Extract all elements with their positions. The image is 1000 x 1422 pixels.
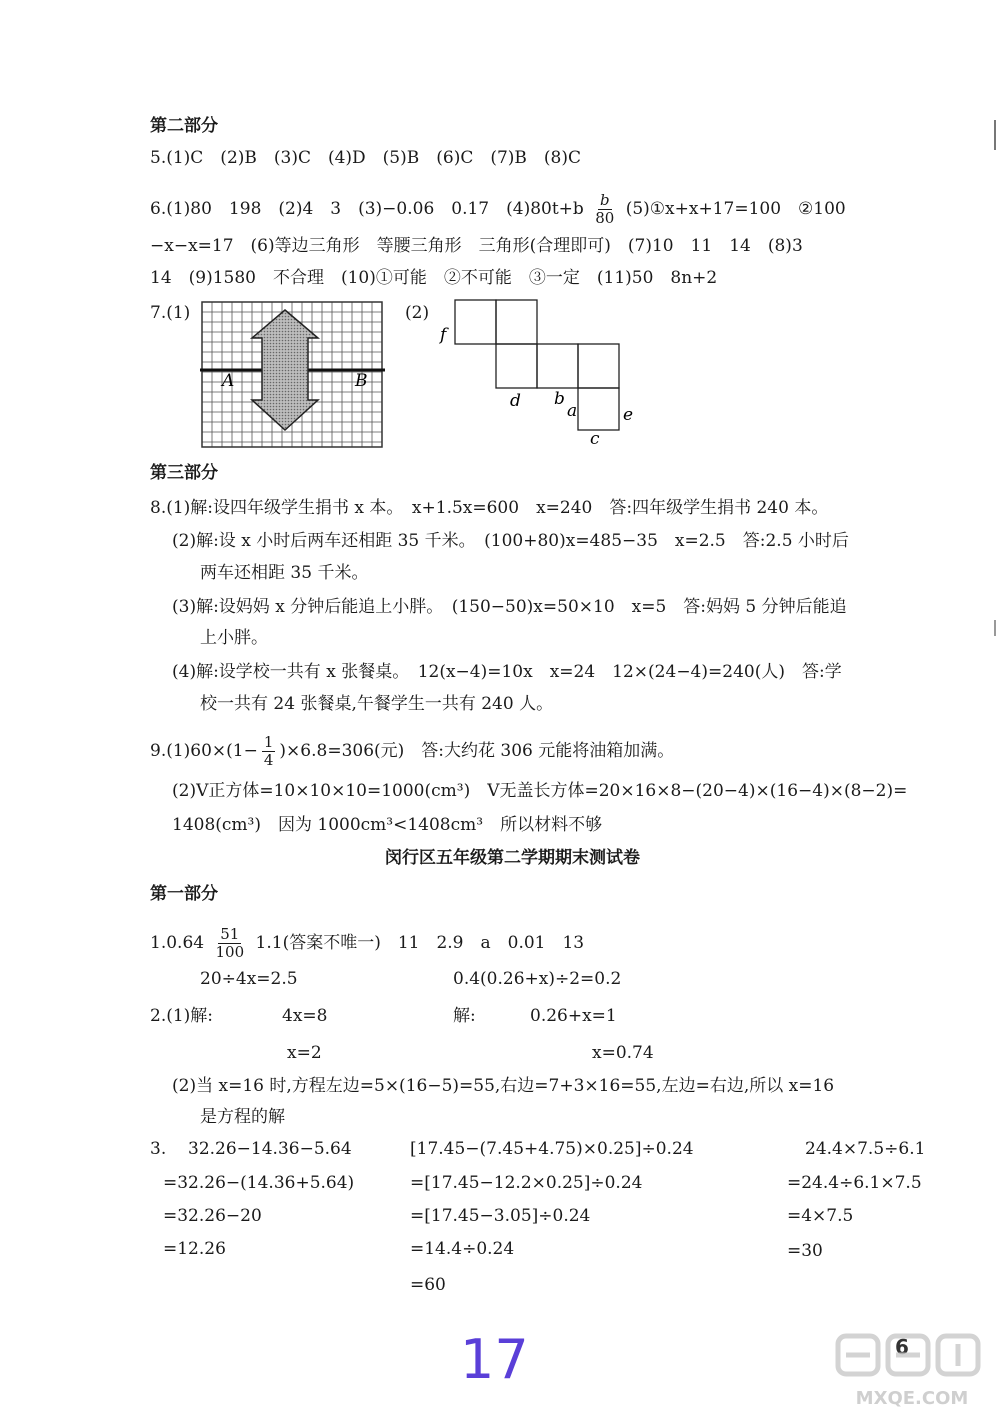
q1-frac-den: 100 xyxy=(215,943,245,961)
q9-1-pre: 9.(1)60×(1− xyxy=(150,741,258,761)
q8-4-line2: 校一共有 24 张餐桌,午餐学生一共有 240 人。 xyxy=(200,694,554,714)
q9-1-fraction xyxy=(262,734,276,769)
q3-col3-step3: =4×7.5 xyxy=(787,1206,854,1226)
label-e: e xyxy=(623,405,634,425)
label-a: a xyxy=(567,401,578,421)
net-square-4 xyxy=(537,344,578,388)
label-b: b xyxy=(554,389,565,409)
q8-2-line1: (2)解:设 x 小时后两车还相距 35 千米。 (100+80)x=485−35 x=2.5 答:2.5 小时后 xyxy=(172,531,849,551)
label-f: f xyxy=(440,325,447,345)
q3-col3-step4: =30 xyxy=(787,1241,823,1261)
q3-col1-step4: =12.26 xyxy=(163,1239,226,1259)
q5-answers: 5.(1)C (2)B (3)C (4)D (5)B (6)C (7)B (8)C xyxy=(150,148,582,168)
q2-right-label: 解: xyxy=(453,1006,476,1026)
net-square-3 xyxy=(496,344,537,388)
q2-right-step2: x=0.74 xyxy=(592,1043,654,1063)
q8-3-line2: 上小胖。 xyxy=(200,628,268,648)
q3-col2-step3: =[17.45−3.05]÷0.24 xyxy=(410,1206,591,1226)
edge-mark-1 xyxy=(994,120,996,150)
q3-col1-step2: =32.26−(14.36+5.64) xyxy=(163,1173,355,1193)
net-square-2 xyxy=(496,300,537,344)
q3-col2-step1: [17.45−(7.45+4.75)×0.25]÷0.24 xyxy=(410,1139,694,1159)
net-square-5 xyxy=(578,344,619,388)
grid-figure xyxy=(200,300,385,450)
edge-mark-2 xyxy=(994,620,996,636)
q1-fraction xyxy=(213,926,246,961)
net-square-6 xyxy=(578,388,619,430)
q1-frac-num: 51 xyxy=(220,925,240,943)
point-a-label: A xyxy=(222,371,235,391)
q9-1-post: )×6.8=306(元) 答:大约花 306 元能将油箱加满。 xyxy=(279,741,675,761)
q6-line1 xyxy=(150,192,846,227)
q3-col2-step5: =60 xyxy=(410,1275,446,1295)
q2-2-line2: 是方程的解 xyxy=(200,1107,285,1127)
label-d: d xyxy=(510,391,521,411)
q3-col3-step2: =24.4÷6.1×7.5 xyxy=(787,1173,922,1193)
q7-label-2: (2) xyxy=(405,303,430,323)
q2-left-step2: x=2 xyxy=(287,1043,322,1063)
q1-pre: 1.0.64 xyxy=(150,933,205,953)
q9-frac-num: 1 xyxy=(263,733,274,751)
q3-col2-step4: =14.4÷0.24 xyxy=(410,1239,515,1259)
exam-title: 闵行区五年级第二学期期末测试卷 xyxy=(385,848,640,868)
q8-2-line2: 两车还相距 35 千米。 xyxy=(200,563,369,583)
q3-col2-step2: =[17.45−12.2×0.25]÷0.24 xyxy=(410,1173,643,1193)
label-c: c xyxy=(590,429,600,448)
q1-answers xyxy=(150,926,584,961)
q2-2-line1: (2)当 x=16 时,方程左边=5×(16−5)=55,右边=7+3×16=55,左边=右边,所以 x=16 xyxy=(172,1076,835,1096)
q6-text-a: 6.(1)80 198 (2)4 3 (3)−0.06 0.17 (4)80t+b xyxy=(150,199,584,219)
q6-line3: 14 (9)1580 不合理 (10)①可能 ②不可能 ③一定 (11)50 8n+2 xyxy=(150,268,718,288)
q7-label-1: 7.(1) xyxy=(150,303,191,323)
q9-2-line2: 1408(cm³) 因为 1000cm³<1408cm³ 所以材料不够 xyxy=(172,815,603,835)
q6-text-b: (5)①x+x+17=100 ②100 xyxy=(625,199,846,219)
q2-eq-right: 0.4(0.26+x)÷2=0.2 xyxy=(453,969,622,989)
q1-post: 1.1(答案不唯一) 11 2.9 a 0.01 13 xyxy=(255,933,585,953)
q9-2-line1: (2)V正方体=10×10×10=1000(cm³) V无盖长方体=20×16×8−(20−4)×(16−4)×(8−2)= xyxy=(172,781,908,801)
section-heading-part1: 第一部分 xyxy=(150,884,218,904)
cube-net-figure xyxy=(430,298,650,448)
q2-left-step1: 4x=8 xyxy=(282,1006,328,1026)
q3-label: 3. xyxy=(150,1139,167,1159)
q6-frac-den: 80 xyxy=(595,209,615,227)
q6-line2: −x−x=17 (6)等边三角形 等腰三角形 三角形(合理即可) (7)10 11 14 (8)3 xyxy=(150,236,803,256)
section-heading-part2: 第二部分 xyxy=(150,116,218,136)
q3-col3-step1: 24.4×7.5÷6.1 xyxy=(805,1139,926,1159)
q9-1 xyxy=(150,734,674,769)
point-b-label: B xyxy=(355,371,368,391)
section-heading-part3: 第三部分 xyxy=(150,463,218,483)
q6-frac-num: b xyxy=(599,191,610,209)
q2-eq-left: 20÷4x=2.5 xyxy=(200,969,298,989)
q3-col1-step1: 32.26−14.36−5.64 xyxy=(188,1139,352,1159)
handwritten-page-number: 17 xyxy=(460,1328,529,1391)
corner-digit: 6 xyxy=(895,1335,909,1359)
watermark-logo xyxy=(832,1330,992,1415)
q8-1: 8.(1)解:设四年级学生捐书 x 本。 x+1.5x=600 x=240 答:四年级学生捐书 240 本。 xyxy=(150,498,829,518)
q8-3-line1: (3)解:设妈妈 x 分钟后能追上小胖。 (150−50)x=50×10 x=5 答:妈妈 5 分钟后能追 xyxy=(172,597,847,617)
q3-col1-step3: =32.26−20 xyxy=(163,1206,262,1226)
q9-frac-den: 4 xyxy=(263,751,274,769)
net-square-1 xyxy=(455,300,496,344)
watermark-text: MXQE.COM xyxy=(855,1388,969,1409)
q2-label: 2.(1)解: xyxy=(150,1006,214,1026)
q8-4-line1: (4)解:设学校一共有 x 张餐桌。 12(x−4)=10x x=24 12×(24−4)=240(人) 答:学 xyxy=(172,662,842,682)
q2-right-step1: 0.26+x=1 xyxy=(530,1006,617,1026)
q6-fraction xyxy=(593,192,616,227)
